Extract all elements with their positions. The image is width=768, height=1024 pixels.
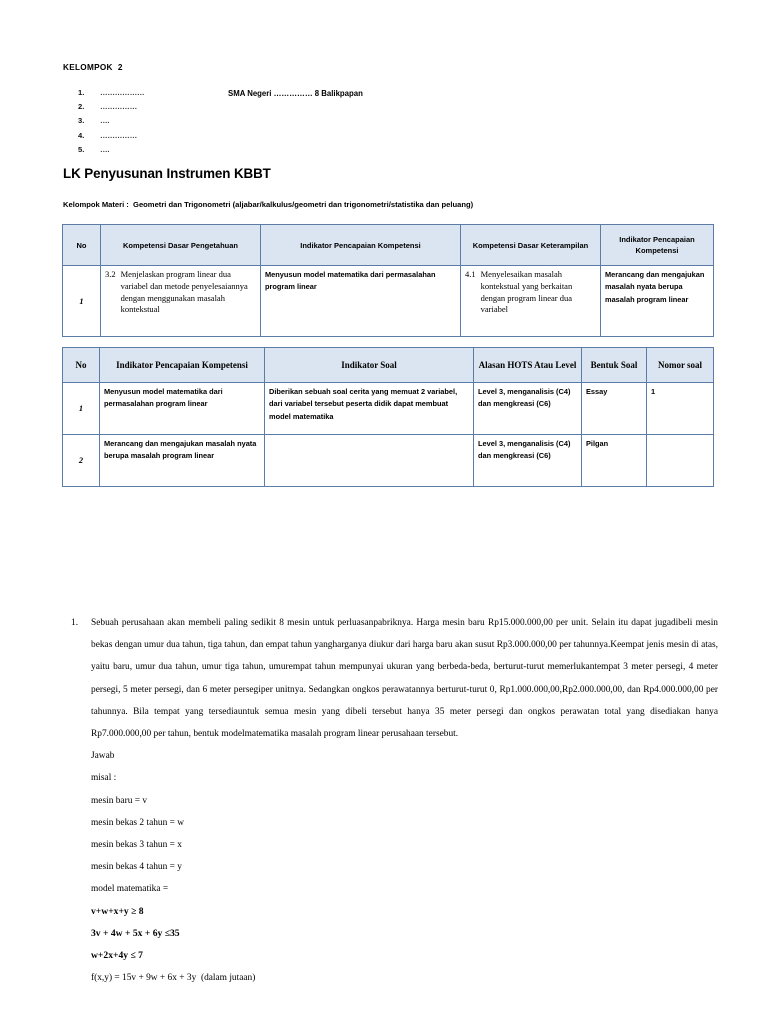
kd-text: Menjelaskan program linear dua variabel dan metode penyelesaiannya dengan menggunakan masalah kontekstual <box>120 269 248 315</box>
table-row <box>63 383 714 435</box>
kd-code: 3.2 <box>105 269 116 279</box>
column-header-no: No <box>63 348 100 383</box>
question-body <box>91 612 718 989</box>
question-indicator-table <box>62 347 714 487</box>
column-header-indikator-soal: Indikator Soal <box>265 348 474 383</box>
cell-kd-keterampilan <box>461 266 601 337</box>
cell-ipk: Menyusun model matematika dari permasalahan program linear <box>100 383 265 435</box>
cell-no: 1 <box>63 383 100 435</box>
cell-nomor-soal: 1 <box>647 383 714 435</box>
question-number: 1. <box>71 618 79 628</box>
answer-line: misal : <box>91 773 117 784</box>
member-number: 1. <box>78 88 85 97</box>
member-name-blank: …. <box>100 116 110 126</box>
column-header-kd-keterampilan: Kompetensi Dasar Keterampilan <box>461 225 601 266</box>
group-label: KELOMPOK 2 <box>63 63 123 72</box>
cell-no: 2 <box>63 435 100 487</box>
cell-bentuk-soal: Essay <box>582 383 647 435</box>
column-header-kd-pengetahuan: Kompetensi Dasar Pengetahuan <box>101 225 261 266</box>
cell-indikator-soal: Diberikan sebuah soal cerita yang memuat 2 variabel, dari variabel tersebut peserta didik dapat membuat model matematika <box>265 383 474 435</box>
question-item <box>63 612 718 989</box>
column-header-nomor-soal: Nomor soal <box>647 348 714 383</box>
answer-line: model matematika = <box>91 884 169 895</box>
competency-table <box>62 224 714 337</box>
answer-label: Jawab <box>91 751 115 762</box>
column-header-no: No <box>63 225 101 266</box>
answer-line: mesin bekas 4 tahun = y <box>91 862 182 873</box>
cell-ipk-keterampilan: Merancang dan mengajukan masalah nyata berupa masalah program linear <box>601 266 714 337</box>
table-header-row <box>63 348 714 383</box>
answer-line: mesin bekas 2 tahun = w <box>91 817 185 828</box>
cell-nomor-soal <box>647 435 714 487</box>
cell-no: 1 <box>63 266 101 337</box>
member-number: 3. <box>78 116 85 126</box>
table-header-row <box>63 225 714 266</box>
cell-indikator-soal <box>265 435 474 487</box>
kd-text: Menyelesaikan masalah kontekstual yang berkaitan dengan program linear dua variabel <box>480 269 573 315</box>
equation-line: 3v + 4w + 5x + 6y ≤35 <box>91 927 180 939</box>
table-row <box>63 266 714 337</box>
list-item <box>78 145 278 159</box>
member-number: 2. <box>78 102 85 112</box>
answer-line: mesin baru = v <box>91 795 148 806</box>
column-header-ipk: Indikator Pencapaian Kompetensi <box>100 348 265 383</box>
column-header-ipk-pengetahuan: Indikator Pencapaian Kompetensi <box>261 225 461 266</box>
list-item <box>78 116 278 130</box>
question-section <box>63 612 718 989</box>
page-title: LK Penyusunan Instrumen KBBT <box>63 166 271 181</box>
column-header-ipk-keterampilan: Indikator Pencapaian Kompetensi <box>601 225 714 266</box>
member-name-blank: …………… <box>100 102 137 112</box>
column-header-bentuk-soal: Bentuk Soal <box>582 348 647 383</box>
member-number: 4. <box>78 130 85 140</box>
answer-line: mesin bekas 3 tahun = x <box>91 840 182 851</box>
member-name-blank: ……………… <box>100 88 145 97</box>
member-number: 5. <box>78 144 85 154</box>
cell-bentuk-soal: Pilgan <box>582 435 647 487</box>
school-name: SMA Negeri …………… 8 Balikpapan <box>228 89 363 98</box>
member-name-blank: …………… <box>100 130 137 140</box>
materi-subtitle: Kelompok Materi : Geometri dan Trigonometri (aljabar/kalkulus/geometri dan trigonometri/statistika dan peluang) <box>63 200 474 209</box>
column-header-alasan-hots: Alasan HOTS Atau Level <box>474 348 582 383</box>
equation-line: w+2x+4y ≤ 7 <box>91 950 143 962</box>
kd-code: 4.1 <box>465 269 476 279</box>
table-row <box>63 435 714 487</box>
list-item <box>78 102 278 116</box>
cell-alasan-hots: Level 3, menganalisis (C4) dan mengkreasi (C6) <box>474 383 582 435</box>
cell-kd-pengetahuan <box>101 266 261 337</box>
question-text: Sebuah perusahaan akan membeli paling sedikit 8 mesin untuk perluasanpabriknya. Harga mesin baru Rp15.000.000,00 per unit. Selain itu dapat jugadibeli mesin bekas dengan umur dua tahun, tiga tahun, dan empat tahun yangharganya diukur dari harga baru akan susut Rp3.000.000,00 per tahunnya.Keempat jenis mesin di atas, yaitu baru, umur dua tahun, umur tiga tahun, umurempat tahun mempunyai ukuran yang berbeda-beda, berturut-turut memerlukantempat 3 meter persegi, 4 meter persegi, 5 meter persegi, dan 6 meter persegiper unitnya. Sedangkan ongkos perawatannya berturut-turut 0, Rp1.000.000,00,Rp2.000.000,00, dan Rp4.000.000,00 per tahunnya. Bila tempat yang tersediauntuk semua mesin yang dibeli tersebut hanya 35 meter persegi dan ongkos perawatan total yang disediakan hanya Rp7.000.000,00 per tahun, bentuk modelmatematika masalah program linear perusahaan tersebut. <box>91 618 718 740</box>
equation-line: v+w+x+y ≥ 8 <box>91 905 144 917</box>
cell-alasan-hots: Level 3, menganalisis (C4) dan mengkreasi (C6) <box>474 435 582 487</box>
member-name-blank: …. <box>100 144 110 154</box>
cell-ipk-pengetahuan: Menyusun model matematika dari permasalahan program linear <box>261 266 461 337</box>
member-list <box>78 88 278 159</box>
objective-function-line: f(x,y) = 15v + 9w + 6x + 3y (dalam jutaan) <box>91 973 256 984</box>
cell-ipk: Merancang dan mengajukan masalah nyata berupa masalah program linear <box>100 435 265 487</box>
list-item <box>78 131 278 145</box>
